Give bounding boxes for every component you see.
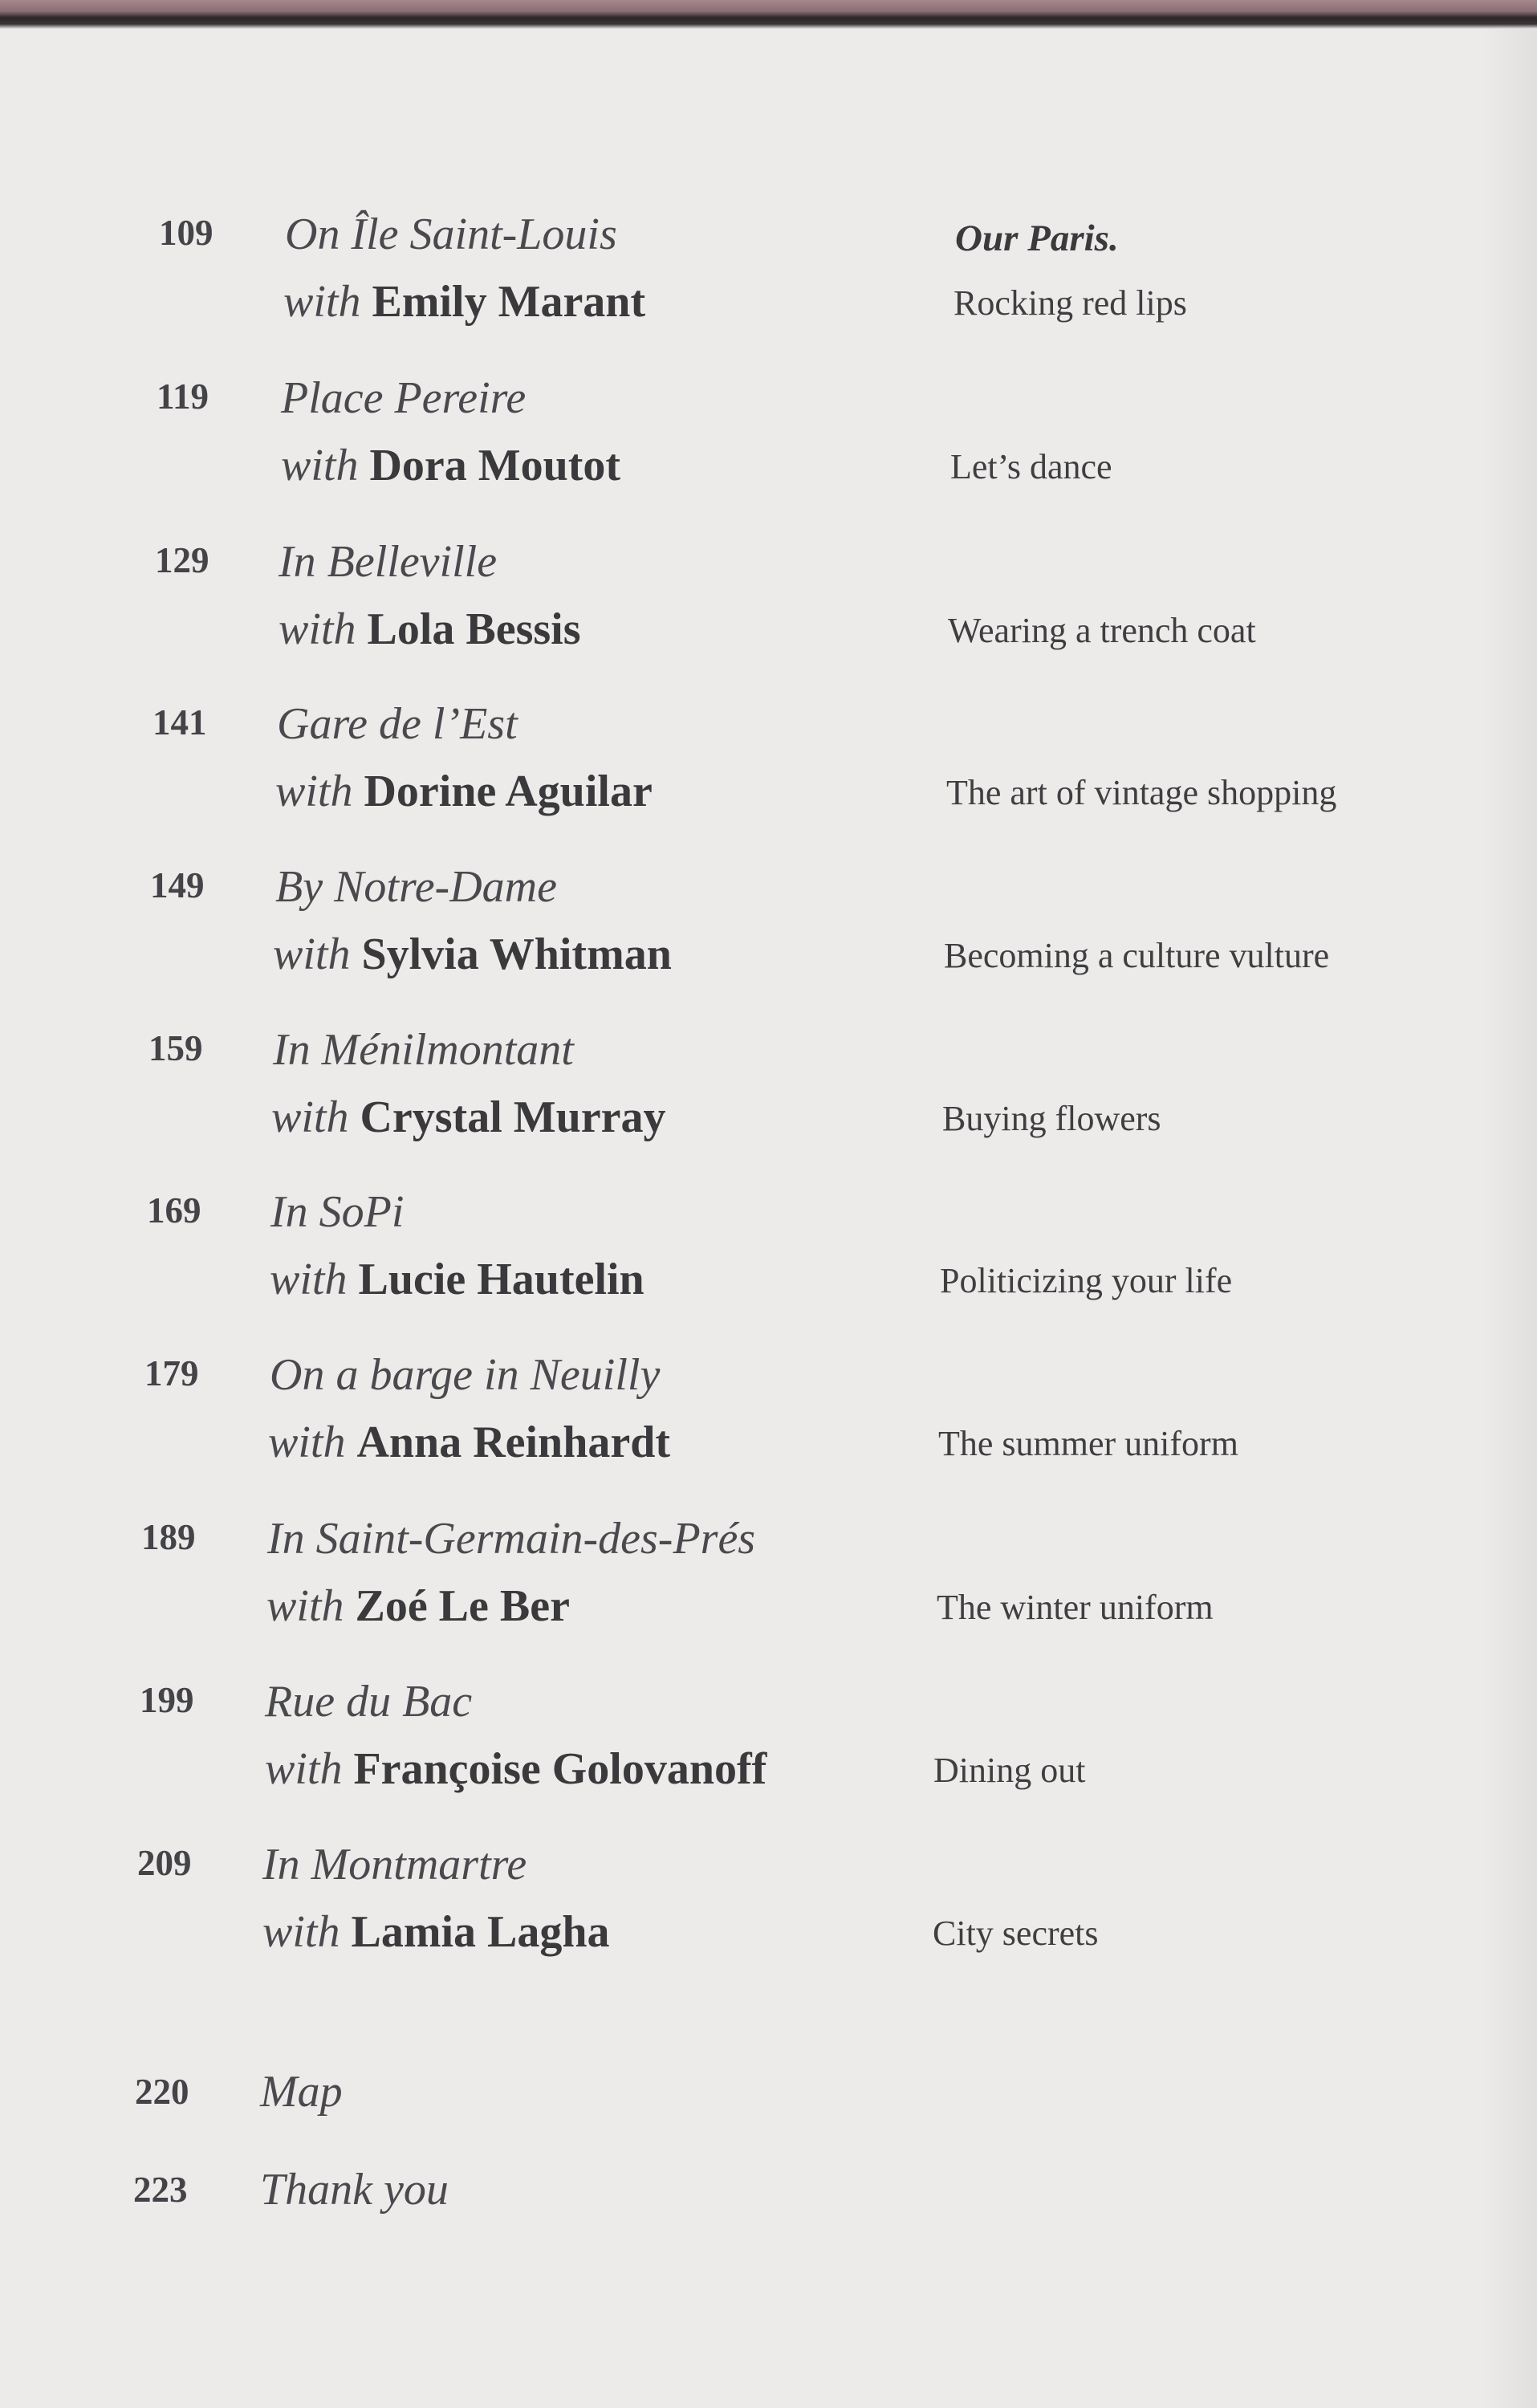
entry-page-number: 169 (147, 1190, 201, 1230)
entry-interviewee-name: Lola Bessis (367, 604, 581, 654)
entry-location: On Île Saint-Louis (285, 209, 617, 259)
entry-title: Thank you (260, 2165, 449, 2215)
entry-interviewee-line (273, 929, 672, 979)
entry-page-number: 223 (133, 2170, 188, 2210)
entry-topic: The summer uniform (938, 1424, 1238, 1463)
with-word: with (262, 1907, 340, 1957)
entry-interviewee-name: Sylvia Whitman (361, 929, 672, 979)
page-top-edge (0, 0, 1537, 29)
entry-page-number: 141 (152, 702, 207, 742)
with-word: with (281, 441, 359, 490)
with-word: with (271, 1092, 349, 1142)
entry-interviewee-line (268, 1420, 670, 1465)
with-word: with (266, 1581, 344, 1631)
toc-entry[interactable] (0, 373, 1537, 523)
entry-title: Map (260, 2067, 343, 2117)
entry-topic: Wearing a trench coat (948, 611, 1256, 650)
toc-entry[interactable] (0, 1187, 1537, 1337)
entry-location: In Ménilmontant (273, 1025, 574, 1075)
entry-interviewee-name: Lamia Lagha (351, 1907, 610, 1957)
entry-page-number: 119 (157, 376, 209, 417)
entry-location: By Notre-Dame (275, 862, 557, 912)
toc-entry[interactable] (0, 209, 1537, 360)
entry-topic: Buying flowers (942, 1099, 1161, 1138)
entry-page-number: 129 (155, 540, 209, 580)
entry-page-number: 149 (150, 865, 205, 905)
entry-interviewee-line (265, 1744, 767, 1794)
entry-interviewee-name: Crystal Murray (360, 1092, 666, 1142)
entry-topic: Becoming a culture vulture (944, 936, 1330, 975)
entry-interviewee-name: Emily Marant (372, 277, 646, 327)
toc-entry-thank-you[interactable] (0, 2165, 1537, 2228)
entry-interviewee-line (266, 1581, 570, 1631)
toc-entry[interactable] (0, 1840, 1537, 1990)
entry-topic: The art of vintage shopping (946, 773, 1337, 812)
with-word: with (279, 604, 356, 654)
entry-topic: City secrets (933, 1914, 1099, 1953)
entry-location: On a barge in Neuilly (270, 1350, 661, 1400)
with-word: with (268, 1418, 346, 1467)
entry-location: In Montmartre (262, 1840, 527, 1889)
entry-page-number: 189 (141, 1517, 196, 1557)
toc-entry[interactable] (0, 699, 1537, 849)
entry-topic: Dining out (933, 1751, 1086, 1790)
entry-topic: Let’s dance (950, 447, 1112, 486)
toc-entry[interactable] (0, 862, 1537, 1012)
entry-interviewee-line (275, 769, 653, 814)
with-word: with (270, 1255, 348, 1304)
entry-page-number: 199 (140, 1680, 194, 1720)
entry-interviewee-line (283, 277, 646, 327)
entry-page-number: 159 (148, 1028, 203, 1068)
entry-interviewee-name: Dorine Aguilar (364, 767, 653, 816)
entry-page-number: 209 (137, 1843, 192, 1883)
entry-location: In Belleville (279, 537, 498, 587)
with-word: with (283, 277, 361, 327)
with-word: with (273, 929, 351, 979)
toc-entry-map[interactable] (0, 2067, 1537, 2130)
entry-location: In SoPi (270, 1187, 405, 1237)
entry-interviewee-line (262, 1907, 610, 1957)
entry-location: Place Pereire (281, 373, 527, 423)
entry-interviewee-line (270, 1257, 644, 1302)
toc-entry[interactable] (0, 1514, 1537, 1664)
entry-page-number: 179 (144, 1353, 199, 1393)
with-word: with (265, 1744, 343, 1794)
toc-entry[interactable] (0, 1025, 1537, 1175)
entry-interviewee-name: Françoise Golovanoff (353, 1744, 767, 1794)
entry-topic: Rocking red lips (954, 283, 1187, 323)
entry-location: Rue du Bac (265, 1677, 473, 1727)
toc-entry[interactable] (0, 1350, 1537, 1500)
entry-interviewee-line (281, 443, 620, 488)
section-heading: Our Paris. (955, 218, 1119, 259)
entry-page-number: 220 (135, 2072, 189, 2112)
entry-location: In Saint-Germain-des-Prés (267, 1514, 756, 1564)
toc-entry[interactable] (0, 1677, 1537, 1827)
entry-topic: Politicizing your life (940, 1261, 1233, 1300)
entry-interviewee-line (279, 604, 581, 654)
entry-interviewee-line (271, 1092, 666, 1142)
entry-page-number: 109 (159, 213, 213, 253)
entry-location: Gare de l’Est (277, 699, 518, 749)
entry-interviewee-name: Anna Reinhardt (356, 1418, 670, 1467)
entry-interviewee-name: Zoé Le Ber (355, 1581, 570, 1631)
entry-interviewee-name: Lucie Hautelin (358, 1255, 644, 1304)
entry-interviewee-name: Dora Moutot (369, 441, 621, 490)
entry-topic: The winter uniform (937, 1588, 1214, 1627)
toc-entry[interactable] (0, 537, 1537, 687)
with-word: with (275, 767, 353, 816)
